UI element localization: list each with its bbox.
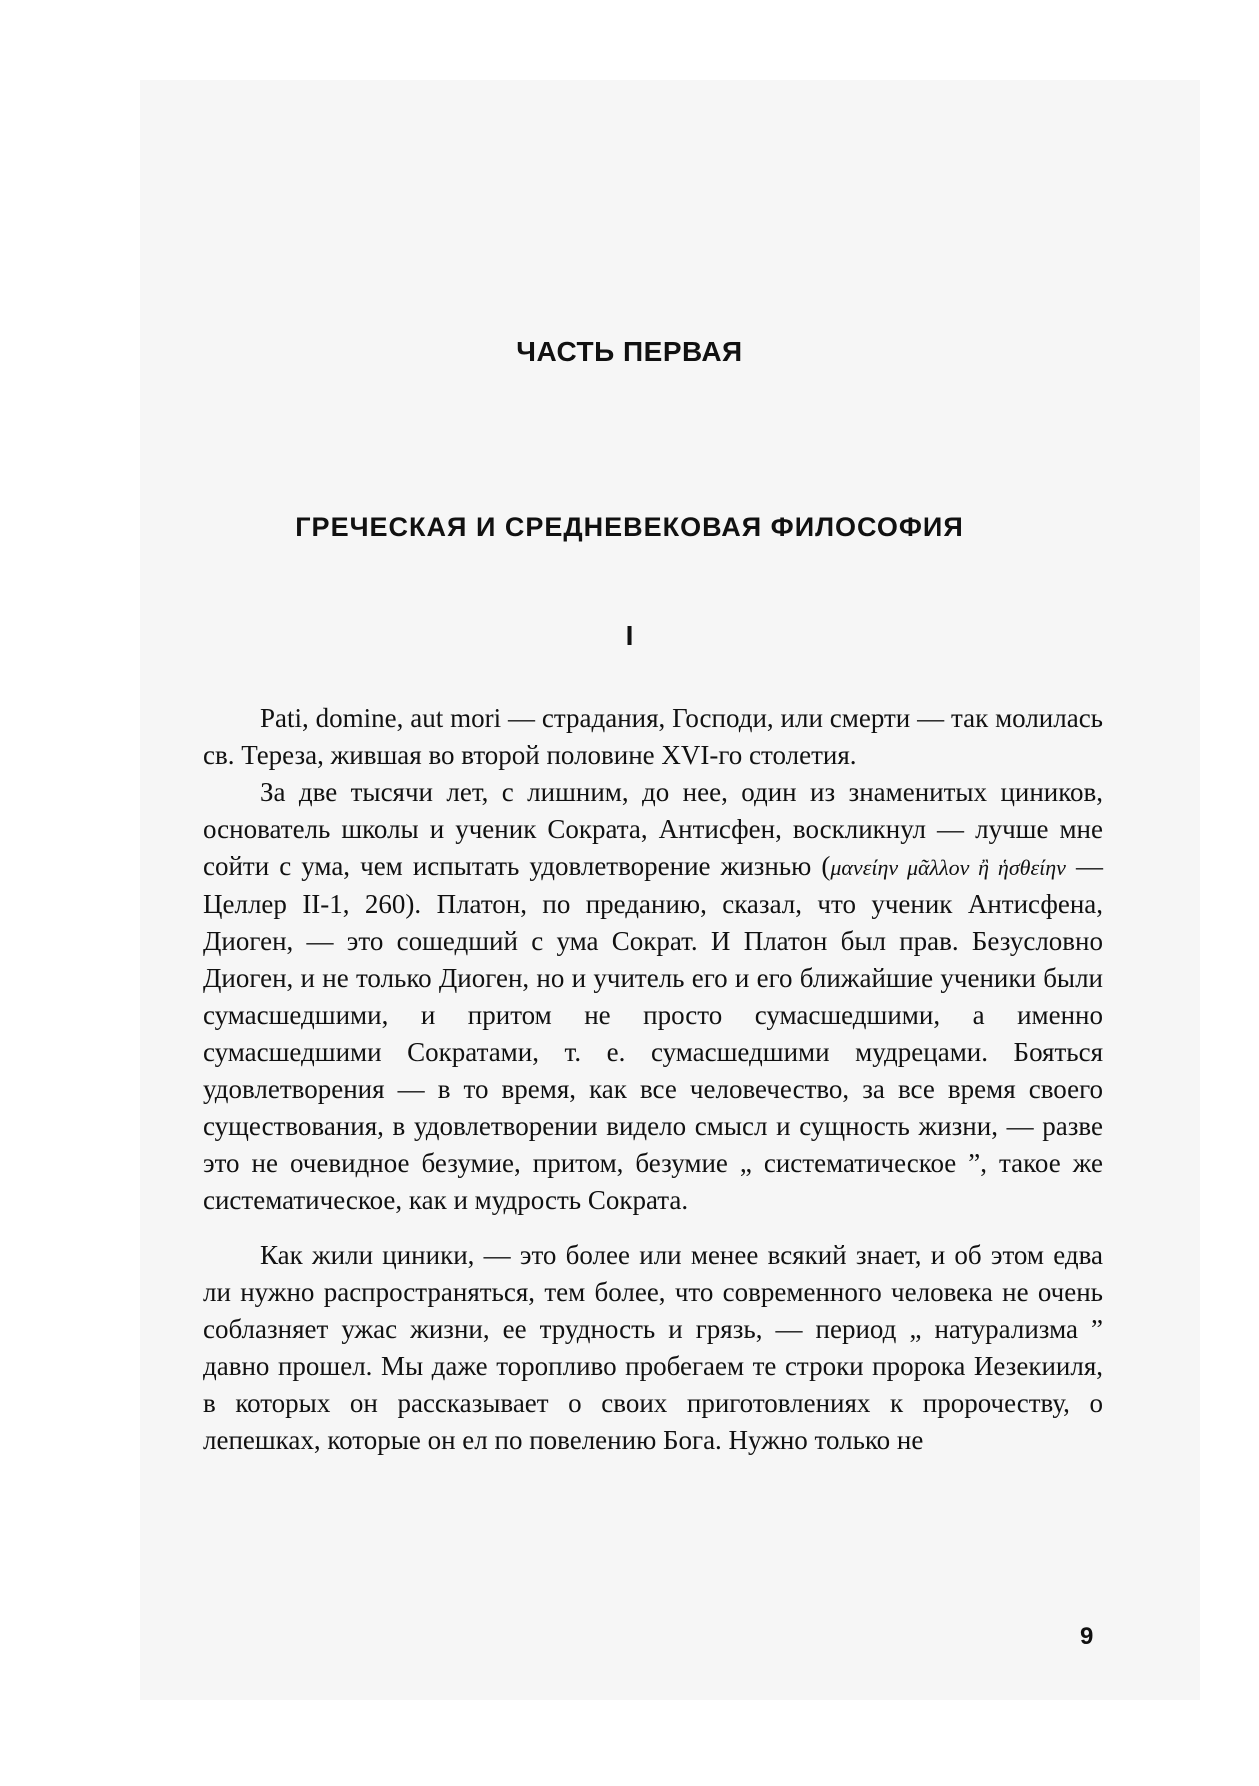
paragraph-3: Как жили циники, — это более или менее всякий знает, и об этом едва ли нужно распространяться, тем более, что современного человека не очень соблазняет ужас жизни, ее трудность и грязь, — период „ натурализма ” давно прошел. Мы даже торопливо пробегаем те строки пророка Иезекииля, в которых он рассказывает о своих приготовлениях к пророчеству, о лепешках, которые он ел по повелению Бога. Нужно только не xyxy=(203,1240,1103,1455)
paragraph-1: Pati, domine, aut mori — страдания, Господи, или смерти — так молилась св. Тереза, жившая во второй половине XVI-го столетия. xyxy=(203,703,1103,770)
section-title: ГРЕЧЕСКАЯ И СРЕДНЕВЕКОВАЯ ФИЛОСОФИЯ xyxy=(295,512,964,542)
paragraph-2-part-a: За две тысячи лет, с лишним, до нее, один из знаменитых циников, основатель школы и ученик Сократа, Антисфен, воскликнул — лучше мне сойти с ума, чем испытать удовлетворение жизнью ( xyxy=(203,777,1103,881)
greek-quote: μανείην μᾶλλον ἢ ἡσθείην xyxy=(830,855,1066,880)
page-number: 9 xyxy=(1080,1623,1094,1650)
part-title: ЧАСТЬ ПЕРВАЯ xyxy=(516,336,743,367)
paragraph-2 xyxy=(203,774,1103,1219)
body-text xyxy=(203,700,1103,1459)
paragraph-2-part-b: — Целлер II-1, 260). Платон, по преданию, сказал, что ученик Антисфена, Диоген, — это сошедший с ума Сократ. И Платон был прав. Безусловно Диоген, и не только Диоген, но и учитель его и его ближайшие ученики были сумасшедшими, и притом не просто сумасшедшими, а именно сумасшедшими Сократами, т. е. сумасшедшими мудрецами. Бояться удовлетворения — в то время, как все человечество, за все время своего существования, в удовлетворении видело смысл и сущность жизни, — разве это не очевидное безумие, притом, безумие „ систематическое ”, такое же систематическое, как и мудрость Сократа. xyxy=(203,851,1103,1215)
chapter-number: I xyxy=(625,620,634,651)
